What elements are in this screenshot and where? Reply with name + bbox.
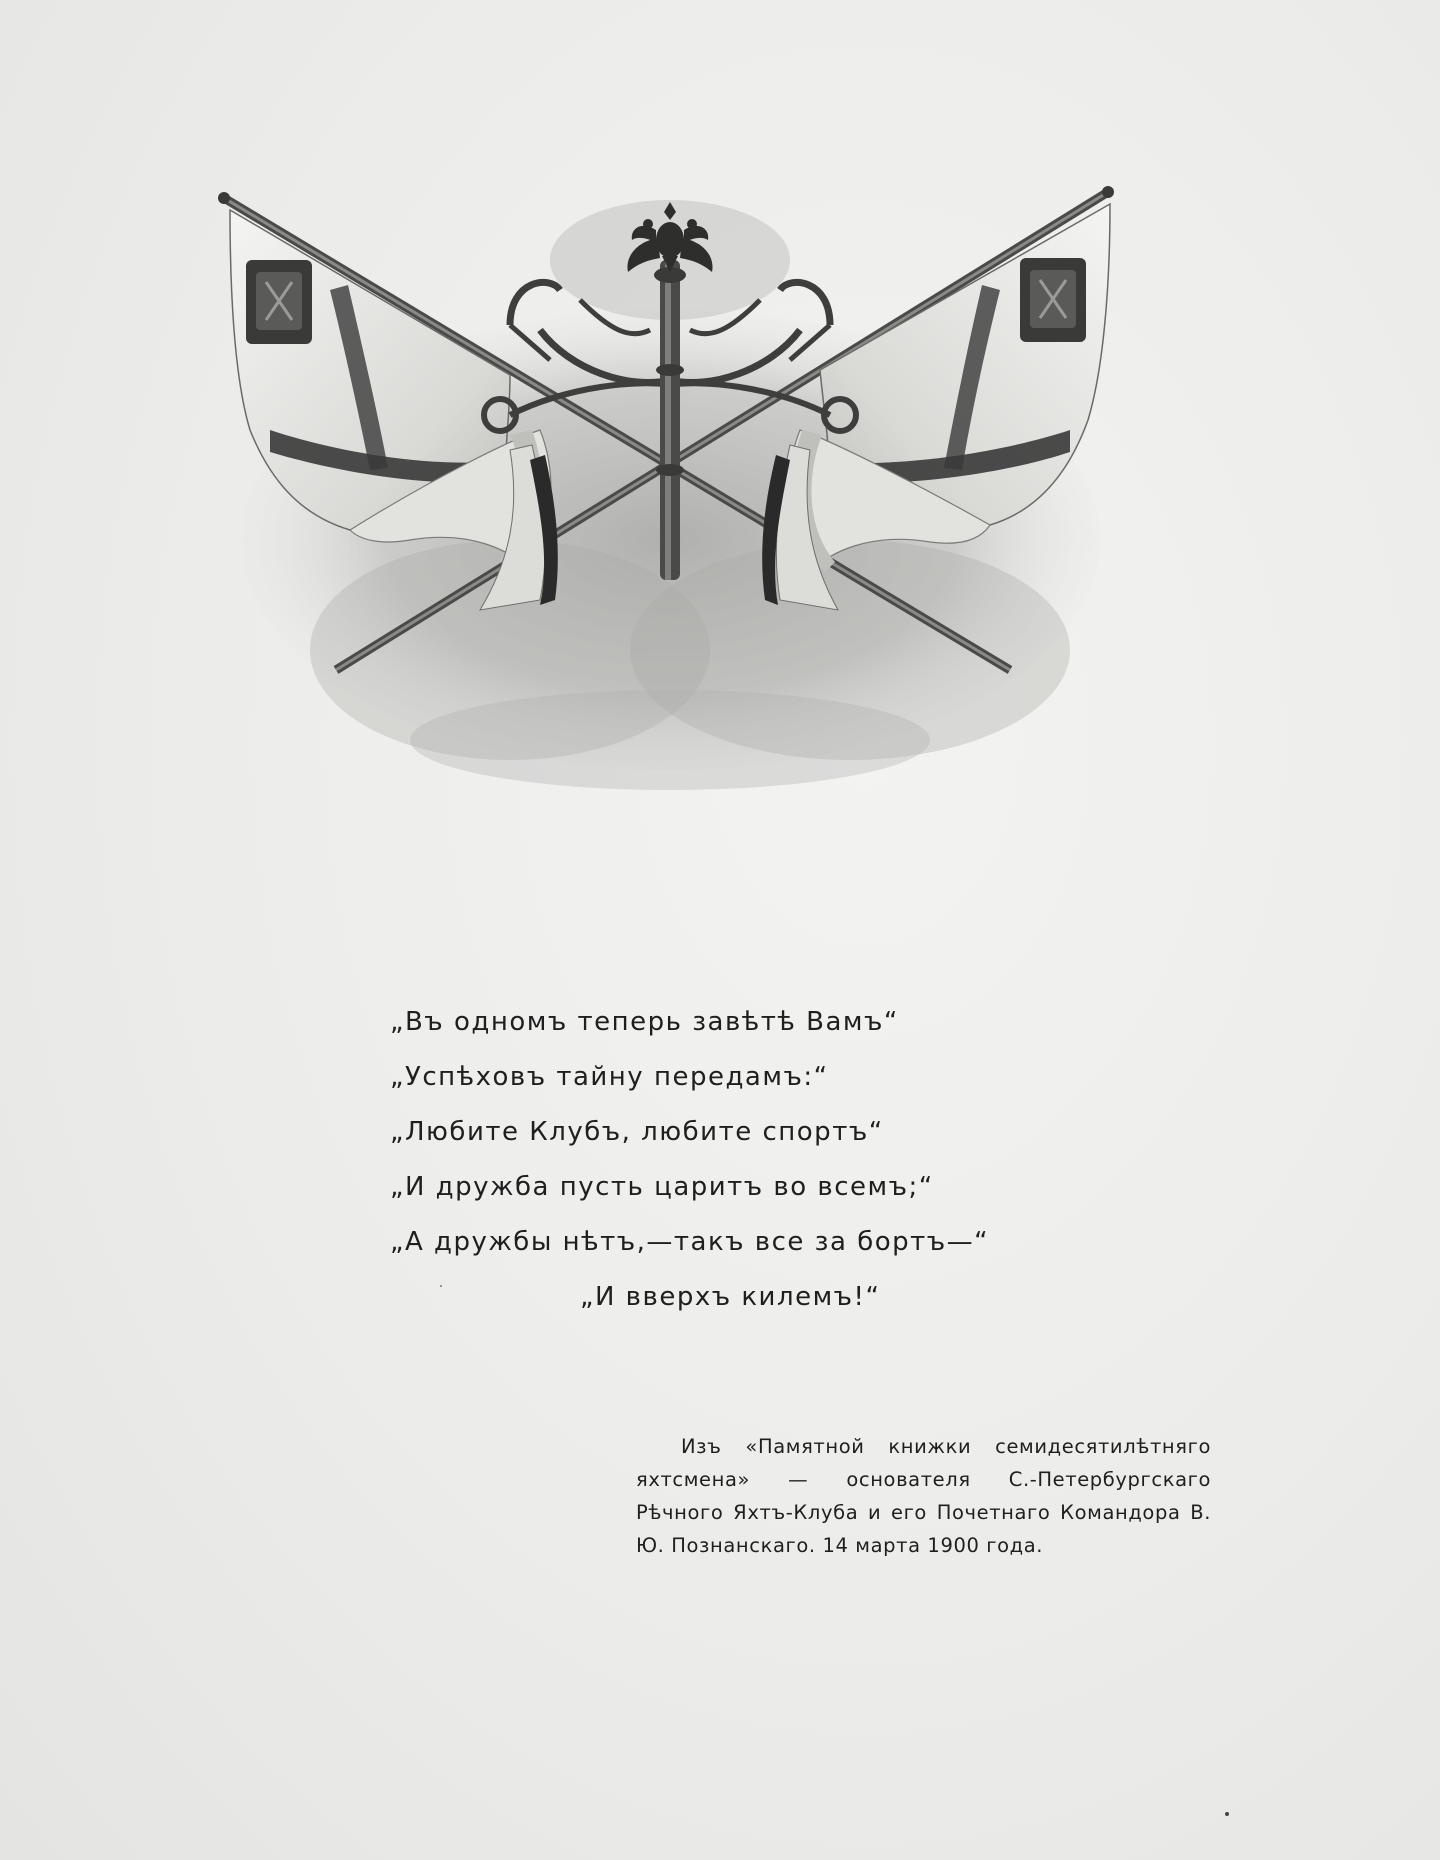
poem-line: „А дружбы нѣтъ,—такъ все за бортъ—“ — [390, 1227, 990, 1257]
poem — [390, 995, 1090, 1325]
poem-line: „Въ одномъ теперь завѣтѣ Вамъ“ — [390, 1007, 899, 1037]
crossed-flags-illustration — [210, 180, 1130, 800]
source-attribution: Изъ «Памятной книжки семидесятилѣтняго яхтсмена» — основателя С.-Петербургскаго Рѣчного Яхтъ-Клуба и его Почетнаго Командора В. Ю. Познанскаго. 14 марта 1900 года. — [636, 1435, 1211, 1557]
poem-line: „Любите Клубъ, любите спортъ“ — [390, 1117, 884, 1147]
poem-line: „Успѣховъ тайну передамъ:“ — [390, 1062, 829, 1092]
paper-speck — [440, 1285, 442, 1287]
paper-speck — [1225, 1812, 1229, 1816]
poem-line: „И дружба пусть царитъ во всемъ;“ — [390, 1172, 934, 1202]
poem-line-final: „И вверхъ килемъ!“ — [580, 1282, 881, 1312]
